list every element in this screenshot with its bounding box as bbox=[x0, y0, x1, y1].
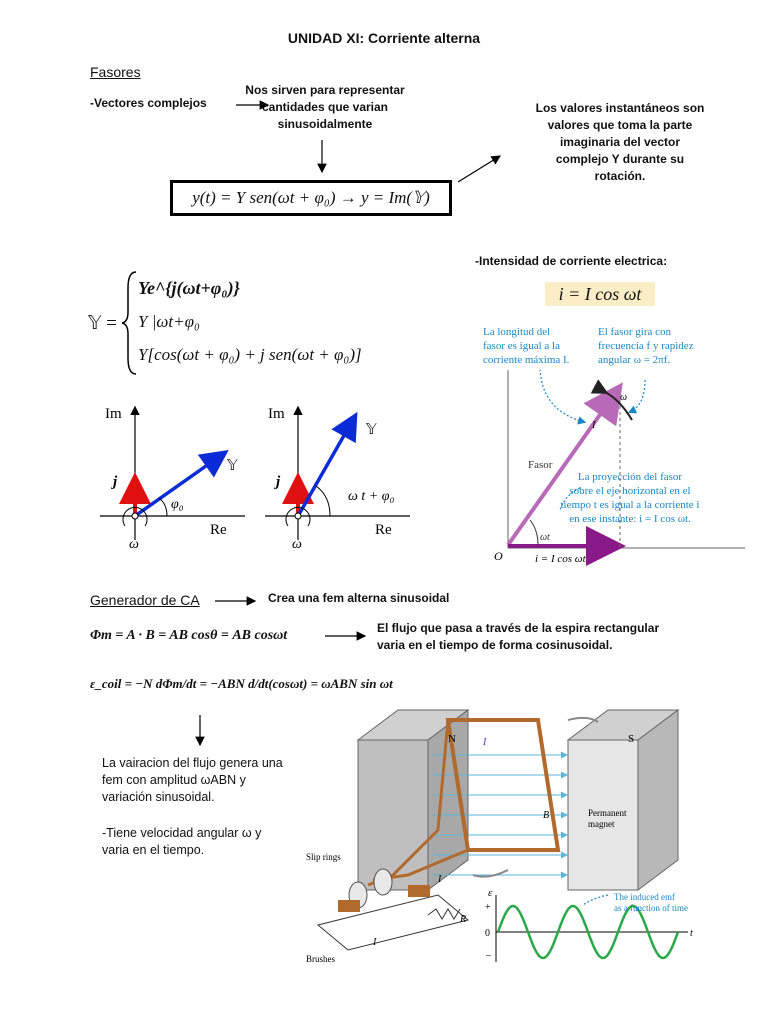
phasor-vector bbox=[508, 392, 616, 545]
current-label-1: I bbox=[483, 737, 487, 748]
minus-label: – bbox=[486, 950, 491, 961]
phasor-equation-box: y(t) = Y sen(ωt + φ₀) → y = Im(𝕐) bbox=[170, 180, 452, 216]
brushes-label: Brushes bbox=[306, 954, 335, 964]
slip-rings-label: Slip rings bbox=[306, 852, 341, 862]
omega-label-2: ω bbox=[292, 537, 302, 550]
induced-label-1: The induced emf bbox=[614, 892, 675, 902]
angle-label: φ₀ bbox=[171, 497, 184, 512]
section-heading-generador: Generador de CA bbox=[90, 592, 200, 608]
phasor-def-line3: Y[cos(ωt + φ₀) + j sen(ωt + φ₀)] bbox=[138, 345, 362, 364]
n-pole-label: N bbox=[448, 733, 456, 745]
resistor-label: R bbox=[460, 914, 467, 925]
vec-label-2: 𝕐 bbox=[366, 422, 377, 438]
current-label-3: I bbox=[373, 937, 377, 948]
projection-label: i = I cos ωt bbox=[535, 553, 586, 565]
plus-label: + bbox=[485, 902, 491, 913]
angle-label-2: ω t + φ₀ bbox=[348, 489, 395, 504]
vectores-complejos-text: -Vectores complejos bbox=[90, 96, 207, 110]
omega-t-label: ωt bbox=[540, 532, 550, 543]
valores-instantaneos-text: Los valores instantáneos son valores que toma la parte imaginaria del vector complejo Y durante su rotación. bbox=[535, 101, 705, 183]
permanent-label-1: Permanent bbox=[588, 808, 627, 818]
crea-fem-text: Crea una fem alterna sinusoidal bbox=[268, 591, 450, 605]
eps-axis-label: ε bbox=[488, 887, 493, 899]
note-right: El fasor gira con frecuencia f y rapidez angular ω = 2πf. bbox=[598, 326, 694, 366]
phasor-def-line2: Y |ωt+φ₀ bbox=[138, 312, 200, 331]
arrow-diagonal-1 bbox=[458, 156, 500, 182]
im-label-2: Im bbox=[268, 406, 285, 422]
y-vector-2 bbox=[298, 418, 354, 516]
vec-label: 𝕐 bbox=[227, 458, 238, 474]
omega-label-3: ω bbox=[620, 392, 628, 403]
t-axis-label: t bbox=[690, 928, 693, 939]
omega-label: ω bbox=[129, 537, 139, 550]
zero-label: 0 bbox=[485, 928, 490, 939]
current-label-2: I bbox=[438, 874, 442, 885]
re-label-2: Re bbox=[375, 522, 392, 538]
top-arrows bbox=[0, 0, 768, 240]
j-label: j bbox=[113, 474, 118, 490]
current-equation: i = I cos ωt bbox=[545, 282, 655, 306]
im-label: Im bbox=[105, 406, 122, 422]
s-pole-label: S bbox=[628, 733, 635, 745]
section-heading-fasores: Fasores bbox=[90, 64, 141, 80]
variacion-text: La vairacion del flujo genera una fem con amplitud ωABN y variación sinusoidal. bbox=[102, 756, 283, 804]
j-label-2: j bbox=[276, 474, 281, 490]
permanent-label-2: magnet bbox=[588, 819, 615, 829]
intensidad-heading: -Intensidad de corriente electrica: bbox=[475, 254, 668, 268]
amplitude-label: I bbox=[592, 420, 596, 431]
fasor-label: Fasor bbox=[528, 459, 553, 471]
origin-label: O bbox=[494, 549, 503, 563]
flux-equation: Φm = A · B = AB cosθ = AB cosωt bbox=[90, 628, 288, 643]
phasor-def-line1: Ye^{j(ωt+φ₀)} bbox=[138, 278, 240, 298]
phasor-brace bbox=[120, 268, 140, 378]
generator-figure bbox=[298, 700, 768, 970]
re-label: Re bbox=[210, 522, 227, 538]
note-left: La longitud del fasor es igual a la corriente máxima I. bbox=[483, 326, 570, 366]
phasor-diagram-2 bbox=[260, 400, 415, 550]
flux-description: El flujo que pasa a través de la espira rectangular varia en el tiempo de forma cosinusoidal. bbox=[377, 621, 660, 652]
velocidad-text: -Tiene velocidad angular ω y varia en el tiempo. bbox=[102, 826, 262, 857]
note-bottom: La proyección del fasor sobre el eje horizontal en el tiempo t es igual a la corriente i en ese instante: i = I cos ωt. bbox=[560, 471, 700, 525]
page-title: UNIDAD XI: Corriente alterna bbox=[287, 30, 481, 46]
nos-sirven-text: Nos sirven para representar cantidades que varian sinusoidalmente bbox=[245, 83, 405, 131]
induced-label-2: as a function of time bbox=[614, 903, 688, 913]
phasor-current-diagram bbox=[480, 370, 750, 570]
phasor-diagram-1 bbox=[95, 400, 250, 550]
emf-equation: ε_coil = −N dΦm/dt = −ABN d/dt(cosωt) = ωABN sin ωt bbox=[90, 676, 393, 691]
b-label: B bbox=[543, 810, 550, 821]
phasor-def-lhs: 𝕐 = bbox=[88, 313, 117, 334]
